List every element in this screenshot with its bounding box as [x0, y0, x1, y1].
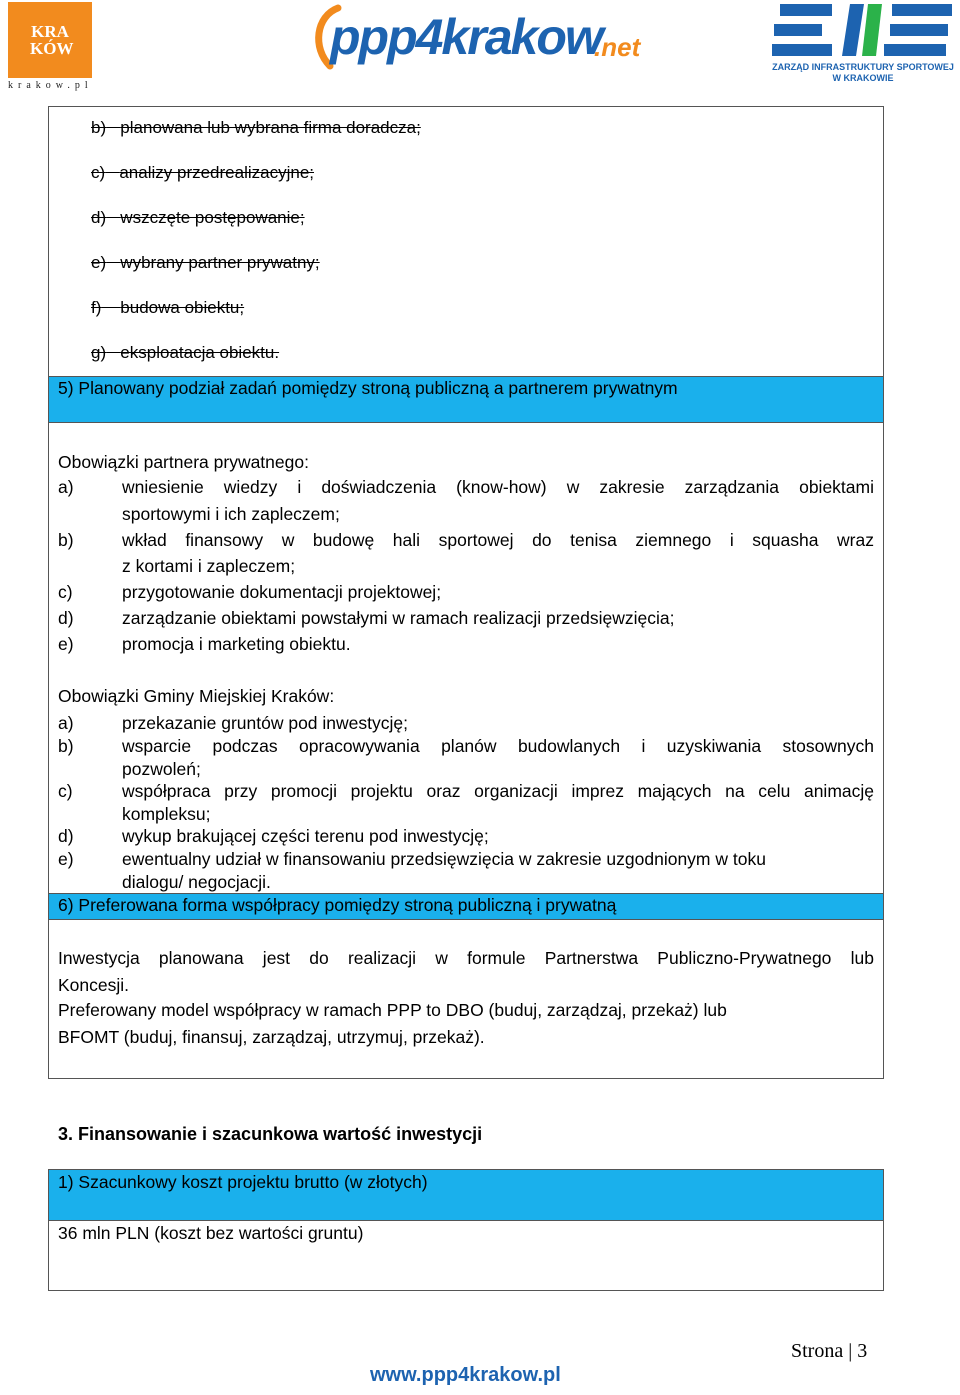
section6-para1-line1: Inwestycja planowana jest do realizacji w formule Partnerstwa Publiczno-Prywatnego lub [58, 948, 874, 968]
stage-letter: f) [91, 298, 102, 317]
stage-letter: e) [91, 253, 107, 272]
public-obligations-heading: Obowiązki Gminy Miejskiej Kraków: [58, 686, 335, 706]
private-item-e: promocja i marketing obiektu. [122, 634, 351, 654]
public-item-e-line1: ewentualny udział w finansowaniu przedsięwzięcia w zakresie uzgodnionym w toku [122, 849, 766, 869]
zis-caption-line1: ZARZĄD INFRASTRUKTURY SPORTOWEJ [772, 62, 954, 72]
public-item-letter: d) [58, 826, 74, 846]
krakow-url: krakow.pl [8, 80, 93, 91]
cost-value: 36 mln PLN (koszt bez wartości gruntu) [58, 1223, 364, 1243]
stage-item-b [91, 118, 421, 138]
stage-text: wybrany partner prywatny; [120, 253, 320, 272]
public-item-letter: c) [58, 781, 73, 801]
private-item-a-line2: sportowymi i ich zapleczem; [122, 504, 340, 524]
section5-title: 5) Planowany podział zadań pomiędzy stroną publiczną a partnerem prywatnym [58, 378, 678, 398]
private-item-b-line1: wkład finansowy w budowę hali sportowej do tenisa ziemnego i squasha wraz [122, 530, 874, 550]
section6-para1-line2: Koncesji. [58, 975, 130, 995]
stage-item-d [91, 208, 305, 228]
section6-title: 6) Preferowana forma współpracy pomiędzy stroną publiczną i prywatną [58, 895, 617, 915]
private-item-letter: b) [58, 530, 74, 550]
divider [49, 1220, 883, 1221]
stage-letter: c) [91, 163, 106, 182]
stage-text: analizy przedrealizacyjne; [119, 163, 314, 182]
private-item-b-line2: z kortami i zapleczem; [122, 556, 296, 576]
zis-caption [768, 62, 958, 84]
private-item-a-line1: wniesienie wiedzy i doświadczenia (know-how) w zakresie zarządzania obiektami [122, 477, 874, 497]
public-item-d: wykup brakującej części terenu pod inwestycję; [122, 826, 489, 846]
private-item-letter: c) [58, 582, 73, 602]
public-item-c-line1: współpraca przy promocji projektu oraz organizacji imprez mających na celu animację [122, 781, 874, 801]
ppp-logo-text: ppp4krakow [330, 9, 602, 65]
stage-item-c [91, 163, 314, 183]
stage-text: budowa obiektu; [120, 298, 245, 317]
section3-heading: 3. Finansowanie i szacunkowa wartość inwestycji [58, 1124, 483, 1144]
public-item-b-line1: wsparcie podczas opracowywania planów budowlanych i uzyskiwania stosownych [122, 736, 874, 756]
krakow-logo-line1: KRA [31, 22, 69, 41]
public-item-letter: e) [58, 849, 74, 869]
public-item-e-line2: dialogu/ negocjacji. [122, 872, 271, 892]
divider [49, 422, 883, 423]
stage-item-f [91, 298, 244, 318]
cost-title: 1) Szacunkowy koszt projektu brutto (w złotych) [58, 1172, 428, 1192]
public-item-a: przekazanie gruntów pod inwestycję; [122, 713, 408, 733]
public-item-c-line2: kompleksu; [122, 804, 211, 824]
section6-para2-line2: BFOMT (buduj, finansuj, zarządzaj, utrzymuj, przekaż). [58, 1027, 485, 1047]
stage-letter: d) [91, 208, 107, 227]
zis-caption-line2: W KRAKOWIE [832, 73, 894, 83]
private-item-letter: d) [58, 608, 74, 628]
krakow-logo-line2: KÓW [30, 39, 74, 58]
footer-url[interactable]: www.ppp4krakow.pl [370, 1364, 561, 1386]
stage-letter: g) [91, 343, 107, 362]
zis-logo-icon [772, 2, 956, 60]
private-item-c: przygotowanie dokumentacji projektowej; [122, 582, 442, 602]
private-item-letter: e) [58, 634, 74, 654]
stage-text: eksploatacja obiektu. [120, 343, 280, 362]
stage-letter: b) [91, 118, 107, 137]
section6-para2-line1: Preferowany model współpracy w ramach PPP to DBO (buduj, zarządzaj, przekaż) lub [58, 1000, 727, 1020]
private-item-d: zarządzanie obiektami powstałymi w ramach realizacji przedsięwzięcia; [122, 608, 675, 628]
stage-item-g [91, 343, 279, 363]
public-item-b-line2: pozwoleń; [122, 759, 201, 779]
divider [49, 919, 883, 920]
private-item-letter: a) [58, 477, 74, 497]
private-obligations-heading: Obowiązki partnera prywatnego: [58, 452, 309, 472]
page-number: Strona | 3 [791, 1340, 868, 1362]
krakow-logo [8, 2, 92, 78]
public-item-letter: b) [58, 736, 74, 756]
stage-item-e [91, 253, 320, 273]
stage-text: wszczęte postępowanie; [120, 208, 305, 227]
stage-text: planowana lub wybrana firma doradcza; [120, 118, 421, 137]
public-item-letter: a) [58, 713, 74, 733]
ppp-logo-suffix: .net [594, 32, 641, 62]
